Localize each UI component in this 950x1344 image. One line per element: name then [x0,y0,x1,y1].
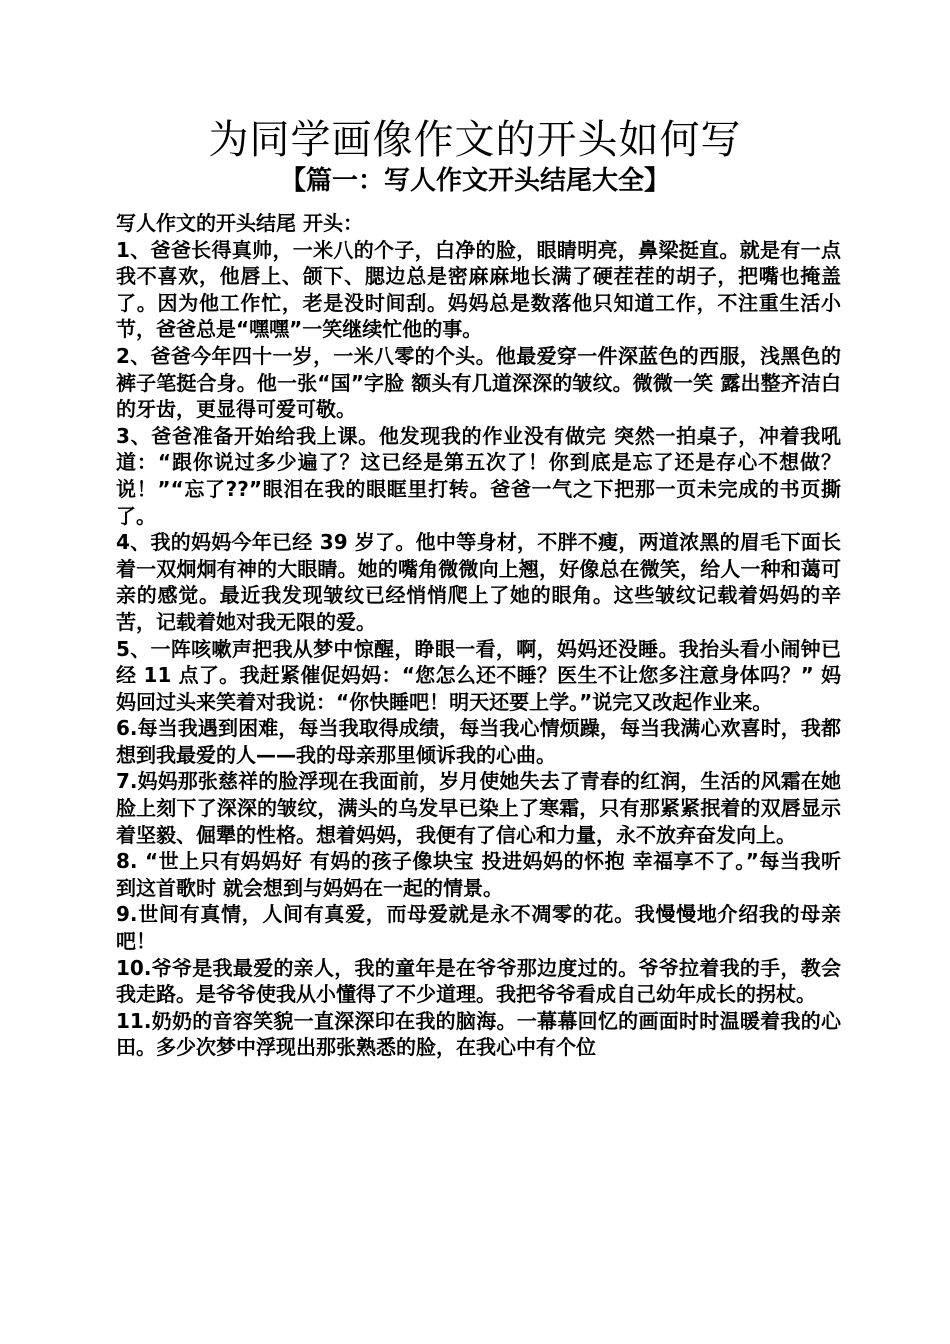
paragraph: 3、爸爸准备开始给我上课。他发现我的作业没有做完 突然一拍桌子，冲着我吼道：“跟你说过多少遍了？这已经是第五次了！你到底是忘了还是存心不想做？说！”“忘了??”眼泪在我的眼眶里打转。爸爸一气之下把那一页未完成的书页撕了。 [116,423,841,528]
paragraph: 1、爸爸长得真帅，一米八的个子，白净的脸，眼睛明亮，鼻梁挺直。就是有一点我不喜欢，他唇上、颌下、腮边总是密麻麻地长满了硬茬茬的胡子，把嘴也掩盖了。因为他工作忙，老是没时间刮。妈妈总是数落他只知道工作，不注重生活小节，爸爸总是“嘿嘿”一笑继续忙他的事。 [116,237,841,342]
paragraph: 9.世间有真情，人间有真爱，而母爱就是永不凋零的花。我慢慢地介绍我的母亲吧！ [116,902,841,954]
paragraph: 10.爷爷是我最爱的亲人，我的童年是在爷爷那边度过的。爷爷拉着我的手，教会我走路。是爷爷使我从小懂得了不少道理。我把爷爷看成自己幼年成长的拐杖。 [116,955,841,1007]
section-heading: 写人作文的开头结尾 开头： [116,211,363,235]
paragraph: 5、一阵咳嗽声把我从梦中惊醒，睁眼一看，啊，妈妈还没睡。我抬头看小闹钟已经 11 点了。我赶紧催促妈妈：“您怎么还不睡？医生不让您多注意身体吗？” 妈妈回过头来笑着对我说：“你快睡吧！明天还要上学。”说完又改起作业来。 [116,636,841,714]
paragraph: 8. “世上只有妈妈好 有妈的孩子像块宝 投进妈妈的怀抱 幸福享不了。”每当我听到这首歌时 就会想到与妈妈在一起的情景。 [116,849,841,900]
document-title: 为同学画像作文的开头如何写 [208,117,742,163]
paragraph: 2、爸爸今年四十一岁，一米八零的个头。他最爱穿一件深蓝色的西服，浅黑色的裤子笔挺合身。他一张“国”字脸 额头有几道深深的皱纹。微微一笑 露出整齐洁白的牙齿，更显得可爱可敬。 [116,343,841,422]
document-subtitle: 【篇一：写人作文开头结尾大全】 [279,166,670,196]
paragraph: 6.每当我遇到困难，每当我取得成绩，每当我心情烦躁，每当我满心欢喜时，我都想到我最爱的人——我的母亲那里倾诉我的心曲。 [116,716,841,767]
paragraph: 7.妈妈那张慈祥的脸浮现在我面前，岁月使她失去了青春的红润，生活的风霜在她脸上刻下了深深的皱纹，满头的乌发早已染上了寒霜，只有那紧紧抿着的双唇显示着坚毅、倔犟的性格。想着妈妈，我便有了信心和力量，永不放弃奋发向上。 [116,769,841,847]
paragraph: 4、我的妈妈今年已经 39 岁了。他中等身材，不胖不瘦，两道浓黑的眉毛下面长着一双炯炯有神的大眼睛。她的嘴角微微向上翘，好像总在微笑，给人一种和蔼可亲的感觉。最近我发现皱纹已经悄悄爬上了她的眼角。这些皱纹记载着妈妈的辛苦，记载着她对我无限的爱。 [116,530,841,634]
paragraph: 11.奶奶的音容笑貌一直深深印在我的脑海。一幕幕回忆的画面时时温暖着我的心田。多少次梦中浮现出那张熟悉的脸，在我心中有个位 [116,1008,841,1060]
document-body [116,210,841,1061]
